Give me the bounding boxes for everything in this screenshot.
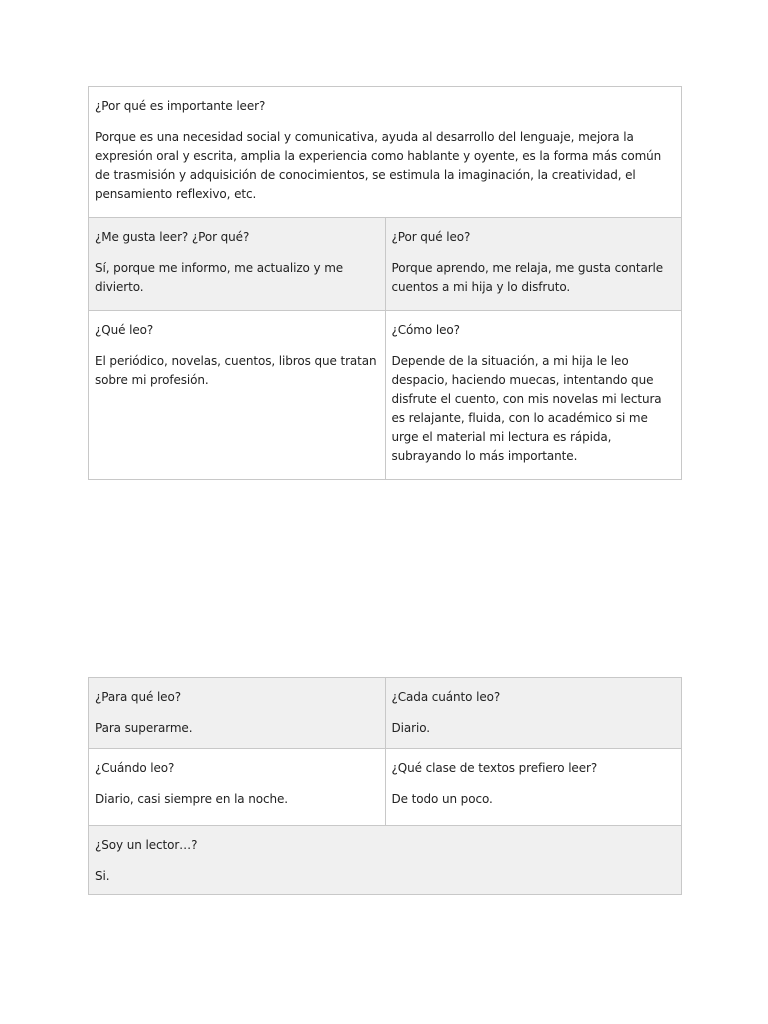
- question-text: ¿Por qué es importante leer?: [95, 99, 266, 113]
- answer-text: El periódico, novelas, cuentos, libros que tratan sobre mi profesión.: [95, 354, 377, 387]
- cell-how-do-i-read: [385, 311, 682, 480]
- table-row: [89, 311, 682, 480]
- table-row: [89, 826, 682, 895]
- answer-text: Depende de la situación, a mi hija le leo despacio, haciendo muecas, intentando que disfrute el cuento, con mis novelas mi lectura es relajante, fluida, con lo académico si me urge el material mi lectura es rápida, subrayando lo más importante.: [391, 354, 662, 463]
- cell-why-do-i-read: [385, 218, 682, 311]
- cell-preferred-texts: [385, 749, 682, 826]
- cell-why-important: [89, 87, 682, 218]
- answer-text: Para superarme.: [95, 721, 193, 735]
- table-row: [89, 678, 682, 749]
- question-text: ¿Soy un lector…?: [95, 838, 198, 852]
- question-text: ¿Qué leo?: [95, 323, 154, 337]
- reading-questionnaire-table-1: [88, 86, 682, 480]
- table-row: [89, 749, 682, 826]
- answer-text: De todo un poco.: [391, 792, 493, 806]
- question-text: ¿Por qué leo?: [391, 230, 471, 244]
- cell-when: [89, 749, 386, 826]
- question-text: ¿Qué clase de textos prefiero leer?: [391, 761, 598, 775]
- cell-how-often: [385, 678, 682, 749]
- answer-text: Porque aprendo, me relaja, me gusta contarle cuentos a mi hija y lo disfruto.: [391, 261, 664, 294]
- table-row: [89, 218, 682, 311]
- cell-am-i-a-reader: [89, 826, 682, 895]
- question-text: ¿Cómo leo?: [391, 323, 460, 337]
- question-text: ¿Cuándo leo?: [95, 761, 175, 775]
- cell-do-i-like-reading: [89, 218, 386, 311]
- answer-text: Diario.: [391, 721, 430, 735]
- answer-text: Diario, casi siempre en la noche.: [95, 792, 289, 806]
- answer-text: Si.: [95, 869, 110, 883]
- answer-text: Sí, porque me informo, me actualizo y me divierto.: [95, 261, 344, 294]
- table-row: [89, 87, 682, 218]
- question-text: ¿Cada cuánto leo?: [391, 690, 501, 704]
- cell-what-do-i-read: [89, 311, 386, 480]
- reading-questionnaire-table-2: [88, 677, 682, 895]
- question-text: ¿Me gusta leer? ¿Por qué?: [95, 230, 250, 244]
- cell-what-for: [89, 678, 386, 749]
- question-text: ¿Para qué leo?: [95, 690, 181, 704]
- answer-text: Porque es una necesidad social y comunicativa, ayuda al desarrollo del lenguaje, mejora la expresión oral y escrita, amplia la experiencia como hablante y oyente, es la forma más común de trasmisión y adquisición de conocimientos, se estimula la imaginación, la creatividad, el pensamiento reflexivo, etc.: [95, 130, 662, 201]
